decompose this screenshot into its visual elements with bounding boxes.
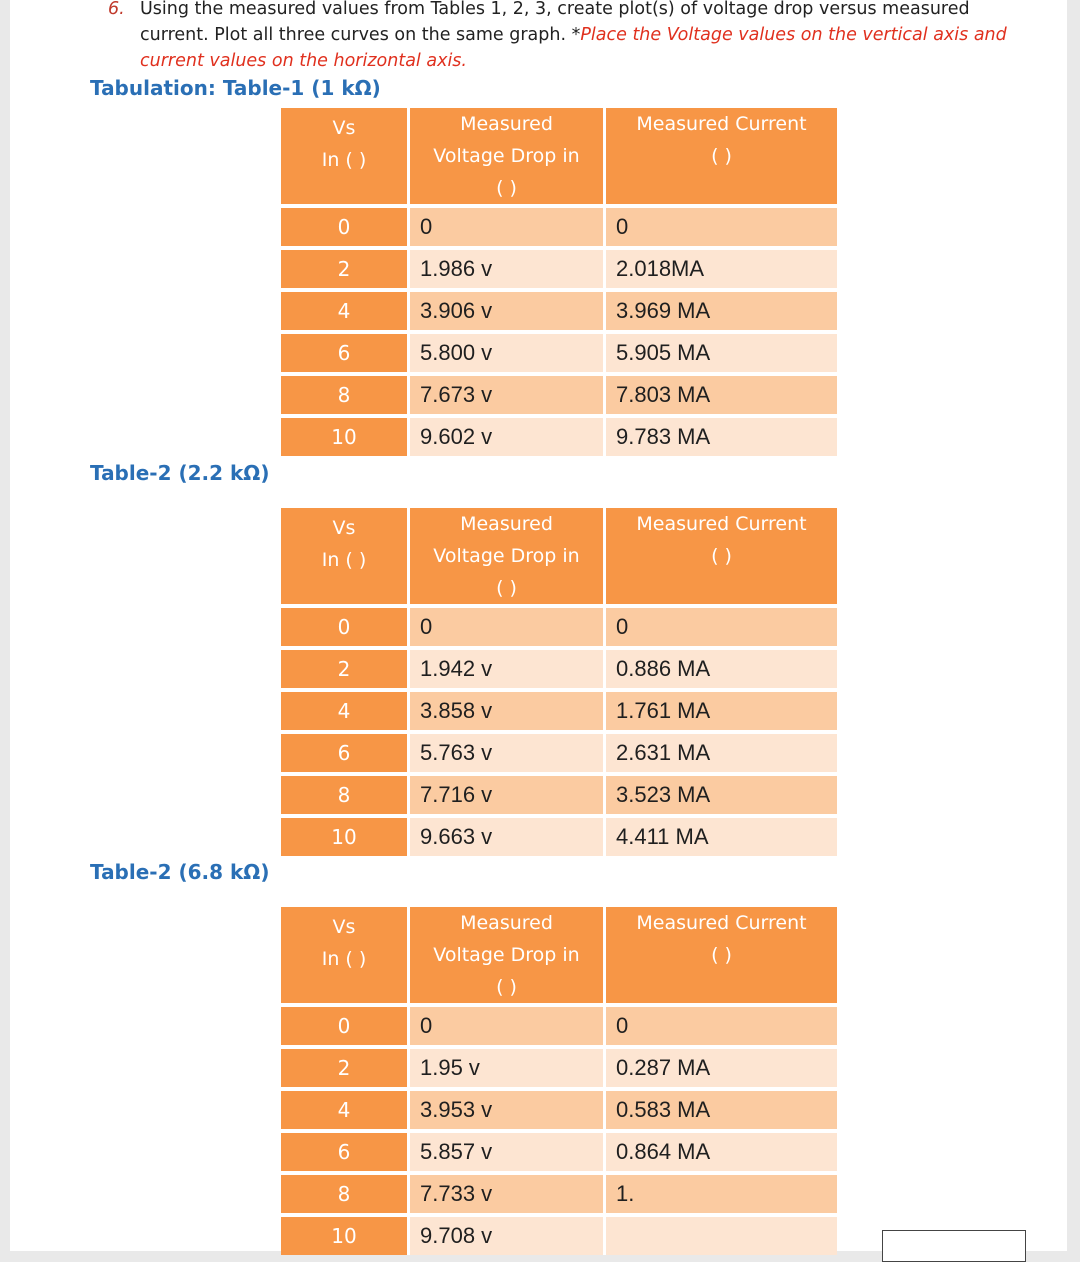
voltage-header: Measured Voltage Drop in ( )	[410, 907, 606, 1003]
current-cell: 2.631 MA	[606, 734, 837, 772]
vs-cell: 6	[281, 1133, 410, 1171]
current-cell: 3.969 MA	[606, 292, 837, 330]
current-cell: 1.761 MA	[606, 692, 837, 730]
current-cell: 0.886 MA	[606, 650, 837, 688]
voltage-cell: 9.663 v	[410, 818, 606, 856]
current-cell: 0	[606, 608, 837, 646]
table-3-heading: Table-2 (6.8 kΩ)	[90, 860, 270, 884]
table-row	[281, 1091, 837, 1129]
question-line-1: Using the measured values from Tables 1, 2, 3, create plot(s) of voltage drop versus measured	[140, 0, 970, 19]
voltage-cell: 0	[410, 608, 606, 646]
vs-cell: 6	[281, 734, 410, 772]
current-cell: 2.018MA	[606, 250, 837, 288]
question-line-2-red: Place the Voltage values on the vertical axis and	[580, 25, 1007, 45]
table-row	[281, 818, 837, 856]
voltage-cell: 3.858 v	[410, 692, 606, 730]
page-corner-box	[882, 1230, 1026, 1262]
table-row	[281, 608, 837, 646]
table-row	[281, 1175, 837, 1213]
current-cell: 0	[606, 1007, 837, 1045]
vs-cell: 0	[281, 1007, 410, 1045]
voltage-cell: 1.942 v	[410, 650, 606, 688]
voltage-cell: 7.673 v	[410, 376, 606, 414]
current-cell	[606, 1217, 837, 1255]
data-table-3	[281, 903, 837, 1259]
table-1-heading: Tabulation: Table-1 (1 kΩ)	[90, 76, 381, 100]
current-header: Measured Current ( )	[606, 508, 837, 604]
current-cell: 0.287 MA	[606, 1049, 837, 1087]
table-row	[281, 334, 837, 372]
current-cell: 1.	[606, 1175, 837, 1213]
table-header-row	[281, 907, 837, 1003]
current-cell: 0	[606, 208, 837, 246]
table-row	[281, 734, 837, 772]
table-2-heading: Table-2 (2.2 kΩ)	[90, 461, 270, 485]
data-table-2	[281, 504, 837, 860]
voltage-cell: 9.708 v	[410, 1217, 606, 1255]
table-row	[281, 250, 837, 288]
table-row	[281, 650, 837, 688]
table-row	[281, 776, 837, 814]
table-row	[281, 208, 837, 246]
current-cell: 4.411 MA	[606, 818, 837, 856]
current-cell: 0.583 MA	[606, 1091, 837, 1129]
voltage-cell: 5.763 v	[410, 734, 606, 772]
vs-cell: 2	[281, 650, 410, 688]
vs-cell: 2	[281, 250, 410, 288]
vs-cell: 8	[281, 776, 410, 814]
vs-cell: 4	[281, 692, 410, 730]
voltage-cell: 7.716 v	[410, 776, 606, 814]
vs-cell: 10	[281, 818, 410, 856]
vs-cell: 4	[281, 292, 410, 330]
vs-cell: 6	[281, 334, 410, 372]
voltage-cell: 0	[410, 1007, 606, 1045]
data-table-1	[281, 104, 837, 460]
voltage-header: Measured Voltage Drop in ( )	[410, 508, 606, 604]
voltage-cell: 3.953 v	[410, 1091, 606, 1129]
vs-cell: 8	[281, 376, 410, 414]
question-number: 6.	[108, 0, 125, 19]
vs-cell: 0	[281, 608, 410, 646]
table-row	[281, 1007, 837, 1045]
current-cell: 3.523 MA	[606, 776, 837, 814]
table-row	[281, 292, 837, 330]
current-cell: 5.905 MA	[606, 334, 837, 372]
voltage-header: Measured Voltage Drop in ( )	[410, 108, 606, 204]
table-header-row	[281, 108, 837, 204]
current-cell: 7.803 MA	[606, 376, 837, 414]
vs-header: Vs In ( )	[281, 508, 410, 604]
vs-cell: 8	[281, 1175, 410, 1213]
table-row	[281, 1217, 837, 1255]
vs-cell: 0	[281, 208, 410, 246]
voltage-cell: 5.800 v	[410, 334, 606, 372]
table-row	[281, 692, 837, 730]
vs-cell: 2	[281, 1049, 410, 1087]
voltage-cell: 9.602 v	[410, 418, 606, 456]
table-row	[281, 1049, 837, 1087]
voltage-cell: 7.733 v	[410, 1175, 606, 1213]
vs-cell: 4	[281, 1091, 410, 1129]
table-row	[281, 376, 837, 414]
table-header-row	[281, 508, 837, 604]
voltage-cell: 5.857 v	[410, 1133, 606, 1171]
current-header: Measured Current ( )	[606, 907, 837, 1003]
table-row	[281, 1133, 837, 1171]
current-header: Measured Current ( )	[606, 108, 837, 204]
voltage-cell: 3.906 v	[410, 292, 606, 330]
question-line-3: current values on the horizontal axis.	[140, 51, 467, 71]
voltage-cell: 1.95 v	[410, 1049, 606, 1087]
vs-cell: 10	[281, 1217, 410, 1255]
question-line-2-plain: current. Plot all three curves on the same graph. *	[140, 25, 581, 45]
voltage-cell: 1.986 v	[410, 250, 606, 288]
current-cell: 0.864 MA	[606, 1133, 837, 1171]
vs-cell: 10	[281, 418, 410, 456]
vs-header: Vs In ( )	[281, 907, 410, 1003]
table-row	[281, 418, 837, 456]
vs-header: Vs In ( )	[281, 108, 410, 204]
voltage-cell: 0	[410, 208, 606, 246]
question-line-2	[140, 22, 1007, 48]
current-cell: 9.783 MA	[606, 418, 837, 456]
